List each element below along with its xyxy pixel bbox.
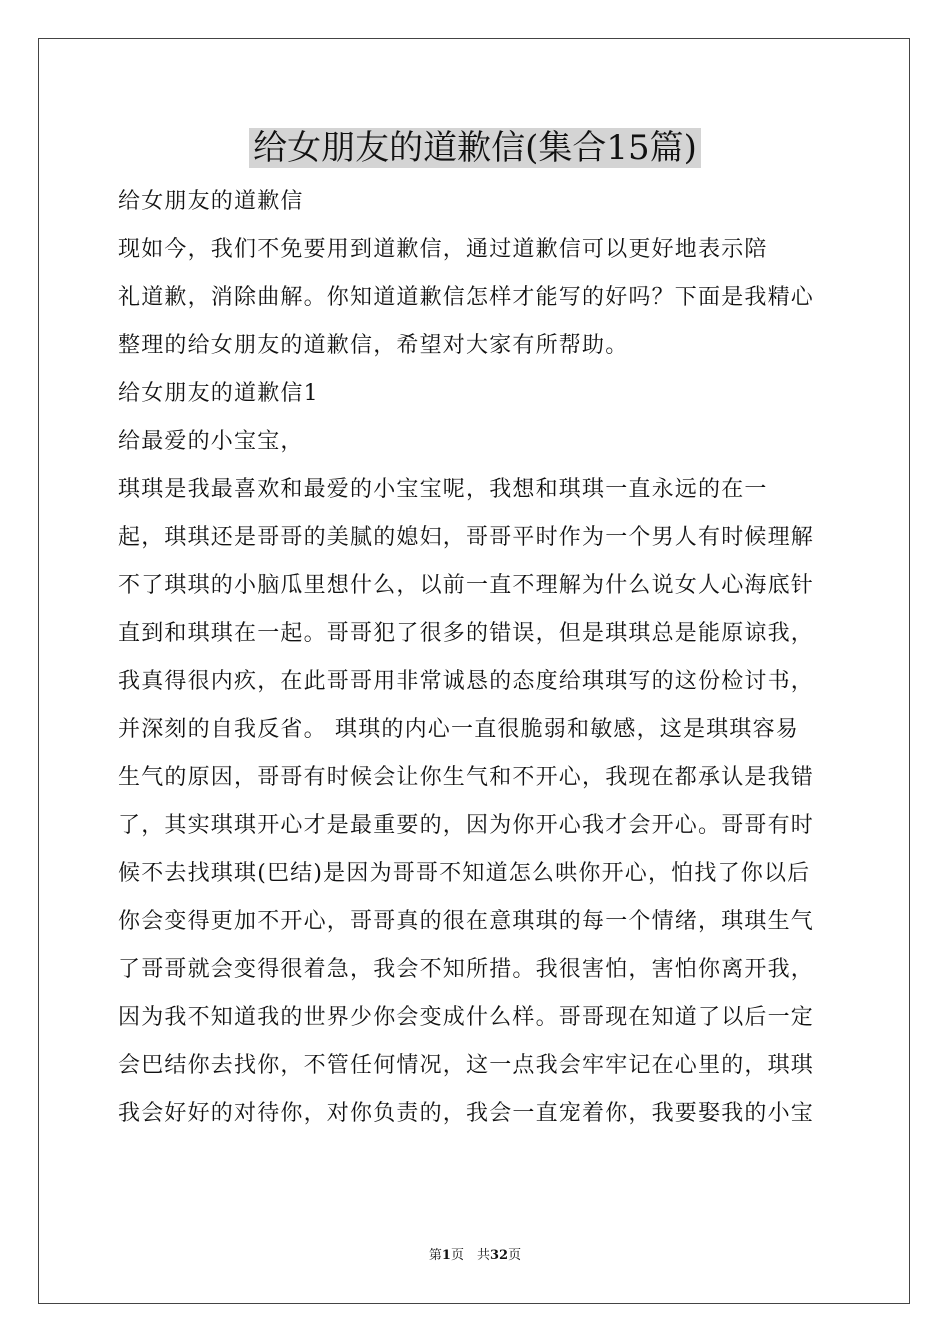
document-body <box>118 178 838 1138</box>
text-line: 起，琪琪还是哥哥的美腻的媳妇，哥哥平时作为一个男人有时候理解 <box>118 525 815 550</box>
footer-page-mid: 页 共 <box>450 1248 490 1263</box>
text-line: 给女朋友的道歉信 <box>118 189 304 214</box>
text-line: 候不去找琪琪(巴结)是因为哥哥不知道怎么哄你开心，怕找了你以后 <box>118 861 811 886</box>
document-title <box>0 126 950 170</box>
text-line: 现如今，我们不免要用到道歉信，通过道歉信可以更好地表示陪 <box>118 237 768 262</box>
text-line: 生气的原因，哥哥有时候会让你生气和不开心，我现在都承认是我错 <box>118 765 815 790</box>
text-line: 因为我不知道我的世界少你会变成什么样。哥哥现在知道了以后一定 <box>118 1005 815 1030</box>
footer-page-suffix: 页 <box>508 1248 522 1263</box>
footer-total-pages: 32 <box>489 1248 509 1263</box>
page-footer <box>0 1247 950 1265</box>
text-line: 给最爱的小宝宝， <box>118 429 304 454</box>
footer-page-number: 1 <box>441 1248 451 1263</box>
text-line: 整理的给女朋友的道歉信，希望对大家有所帮助。 <box>118 333 629 358</box>
text-line: 直到和琪琪在一起。哥哥犯了很多的错误，但是琪琪总是能原谅我， <box>118 621 815 646</box>
text-line: 你会变得更加不开心，哥哥真的很在意琪琪的每一个情绪，琪琪生气 <box>118 909 815 934</box>
text-line: 我会好好的对待你，对你负责的，我会一直宠着你，我要娶我的小宝 <box>118 1101 815 1126</box>
text-line: 了，其实琪琪开心才是最重要的，因为你开心我才会开心。哥哥有时 <box>118 813 815 838</box>
text-line: 会巴结你去找你，不管任何情况，这一点我会牢牢记在心里的，琪琪 <box>118 1053 815 1078</box>
footer-page-prefix: 第 <box>428 1248 442 1263</box>
text-line: 礼道歉，消除曲解。你知道道歉信怎样才能写的好吗？下面是我精心 <box>118 285 815 310</box>
text-line: 不了琪琪的小脑瓜里想什么，以前一直不理解为什么说女人心海底针 <box>118 573 815 598</box>
text-line: 我真得很内疚，在此哥哥用非常诚恳的态度给琪琪写的这份检讨书， <box>118 669 815 694</box>
text-line: 并深刻的自我反省。 琪琪的内心一直很脆弱和敏感，这是琪琪容易 <box>118 717 799 742</box>
title-text: 给女朋友的道歉信(集合15篇) <box>249 128 701 168</box>
text-line: 了哥哥就会变得很着急，我会不知所措。我很害怕，害怕你离开我， <box>118 957 815 982</box>
text-line: 琪琪是我最喜欢和最爱的小宝宝呢，我想和琪琪一直永远的在一 <box>118 477 768 502</box>
text-line: 给女朋友的道歉信1 <box>118 381 319 406</box>
